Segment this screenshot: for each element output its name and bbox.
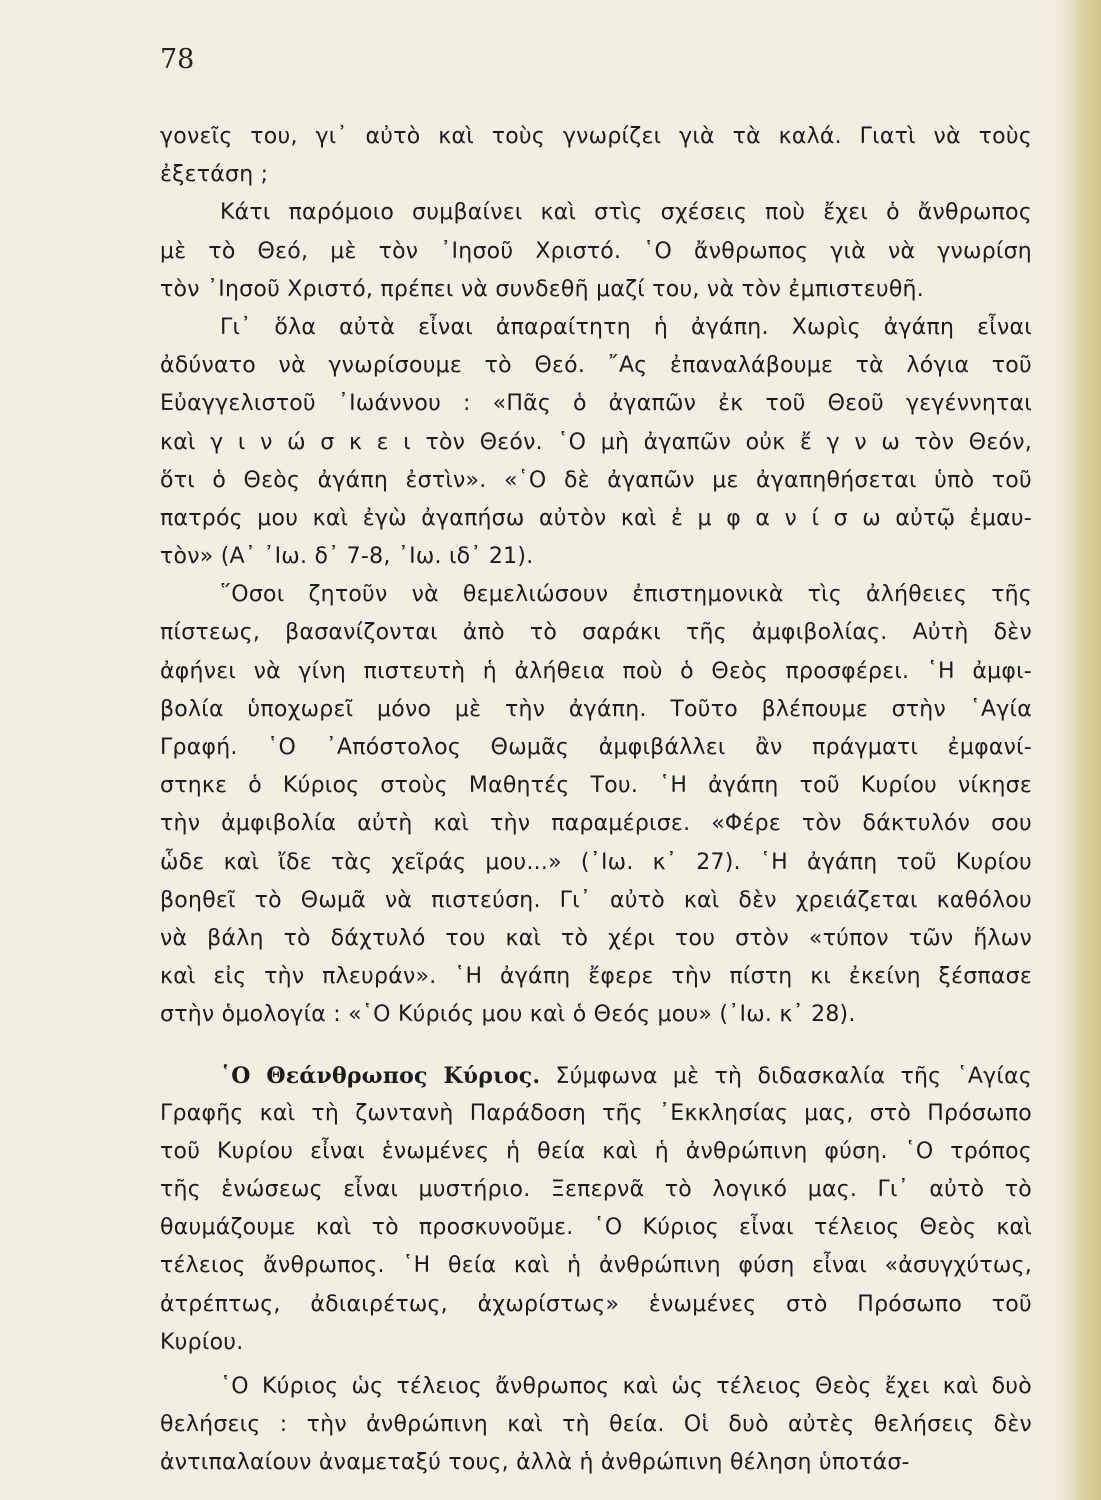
text-line: βολία ὑποχωρεῖ μόνο μὲ τὴν ἀγάπη. Τοῦτο βλέπουμε στὴν ῾Αγία xyxy=(160,696,1032,722)
section-first-line: Σύμφωνα μὲ τὴ διδασκαλία τῆς ῾Αγίας xyxy=(555,1063,1033,1089)
paragraph-3 xyxy=(160,309,1032,576)
text-line: τοῦ Κυρίου εἶναι ἑνωμένες ἡ θεία καὶ ἡ ἀνθρώπινη φύση. ῾Ο τρόπος xyxy=(160,1138,1032,1164)
text-line: Γραφή. ῾Ο ᾽Απόστολος Θωμᾶς ἀμφιβάλλει ἂν πράγματι ἐμφανί- xyxy=(160,735,1032,760)
text-line: ἀφήνει νὰ γίνη πιστευτὴ ἡ ἀλήθεια ποὺ ὁ Θεὸς προσφέρει. ῾Η ἀμφι- xyxy=(160,658,1032,684)
section-gap xyxy=(160,1035,1032,1057)
text-line: ῾Ο Κύριος ὡς τέλειος ἄνθρωπος καὶ ὡς τέλειος Θεὸς ἔχει καὶ δυὸ xyxy=(220,1374,1032,1399)
text-line: τὸν» (Α᾽ ᾽Ιω. δ᾽ 7-8, ᾽Ιω. ιδ᾽ 21). xyxy=(160,544,534,570)
text-line: ῞Οσοι ζητοῦν νὰ θεμελιώσουν ἐπιστημονικὰ τὶς ἀλήθειες τῆς xyxy=(220,582,1032,608)
text-line: ἀδύνατο νὰ γνωρίσουμε τὸ Θεό. ῎Ας ἐπαναλάβουμε τὰ λόγια τοῦ xyxy=(160,353,1032,379)
text-line: θαυμάζουμε καὶ τὸ προσκυνοῦμε. ῾Ο Κύριος εἶναι τέλειος Θεὸς καὶ xyxy=(160,1215,1032,1241)
text-line: Γραφῆς καὶ τὴ ζωντανὴ Παράδοση τῆς ᾽Εκκλησίας μας, στὸ Πρόσωπο xyxy=(160,1100,1032,1126)
text-line: ὅτι ὁ Θεὸς ἀγάπη ἐστὶν». «῾Ο δὲ ἀγαπῶν με ἀγαπηθήσεται ὑπὸ τοῦ xyxy=(160,467,1032,493)
section-title: ῾Ο Θεάνθρωπος Κύριος. xyxy=(220,1062,541,1089)
text-line: καὶ εἰς τὴν πλευράν». ῾Η ἀγάπη ἔφερε τὴν πίστη κι ἐκείνη ξέσπασε xyxy=(160,964,1032,990)
page-number: 78 xyxy=(160,44,195,75)
text-line: μὲ τὸ Θεό, μὲ τὸν ᾽Ιησοῦ Χριστό. ῾Ο ἄνθρωπος γιὰ νὰ γνωρίση xyxy=(160,238,1032,264)
text-line: στηκε ὁ Κύριος στοὺς Μαθητές Του. ῾Η ἀγάπη τοῦ Κυρίου νίκησε xyxy=(160,773,1032,799)
text-line: Εὐαγγελιστοῦ ᾽Ιωάννου : «Πᾶς ὁ ἀγαπῶν ἐκ τοῦ Θεοῦ γεγέννηται xyxy=(160,391,1032,417)
body-text xyxy=(160,118,1032,1483)
text-line: βοηθεῖ τὸ Θωμᾶ νὰ πιστεύση. Γι᾽ αὐτὸ καὶ δὲν χρειάζεται καθόλου xyxy=(160,887,1032,913)
text-line: νὰ βάλη τὸ δάχτυλό του καὶ τὸ χέρι του στὸν «τύπον τῶν ἥλων xyxy=(160,925,1032,951)
text-line: ὧδε καὶ ἴδε τὰς χεῖράς μου...» (᾽Ιω. κ᾽ 27). ῾Η ἀγάπη τοῦ Κυρίου xyxy=(160,849,1032,875)
text-line: τέλειος ἄνθρωπος. ῾Η θεία καὶ ἡ ἀνθρώπινη φύση εἶναι «ἀσυγχύτως, xyxy=(160,1253,1032,1279)
text-line: ἀντιπαλαίουν ἀναμεταξύ τους, ἀλλὰ ἡ ἀνθρώπινη θέληση ὑποτάσ- xyxy=(160,1450,910,1476)
text-line: τῆς ἑνώσεως εἶναι μυστήριο. Ξεπερνᾶ τὸ λογικό μας. Γι᾽ αὐτὸ τὸ xyxy=(160,1177,1032,1203)
text-line: τὸν ᾽Ιησοῦ Χριστό, πρέπει νὰ συνδεθῆ μαζί του, νὰ τὸν ἐμπιστευθῆ. xyxy=(160,276,924,302)
text-line xyxy=(160,1057,1032,1095)
text-line: Κυρίου. xyxy=(160,1329,244,1355)
paragraph-2 xyxy=(160,194,1032,309)
text-line: θελήσεις : τὴν ἀνθρώπινη καὶ τὴ θεία. Οἱ δυὸ αὐτὲς θελήσεις δὲν xyxy=(160,1412,1032,1438)
text-line: πίστεως, βασανίζονται ἀπὸ τὸ σαράκι τῆς ἀμφιβολίας. Αὐτὴ δὲν xyxy=(160,620,1032,646)
text-line: τὴν ἀμφιβολία αὐτὴ καὶ τὴν παραμέρισε. «Φέρε τὸν δάκτυλόν σου xyxy=(160,811,1032,837)
text-line: στὴν ὁμολογία : «῾Ο Κύριός μου καὶ ὁ Θεός μου» (᾽Ιω. κ᾽ 28). xyxy=(160,1002,856,1028)
paragraph-6 xyxy=(160,1368,1032,1483)
paragraph-1 xyxy=(160,118,1032,194)
text-line: γονεῖς του, γι᾽ αὐτὸ καὶ τοὺς γνωρίζει γιὰ τὰ καλά. Γιατὶ νὰ τοὺς xyxy=(160,124,1032,149)
text-line: πατρός μου καὶ ἐγὼ ἀγαπήσω αὐτὸν καὶ ἐ μ φ α ν ί σ ω αὐτῷ ἐμαυ- xyxy=(160,505,1032,531)
text-line: ἀτρέπτως, ἀδιαιρέτως, ἀχωρίστως» ἑνωμένες στὸ Πρόσωπο τοῦ xyxy=(160,1291,1032,1317)
text-line: Κάτι παρόμοιο συμβαίνει καὶ στὶς σχέσεις ποὺ ἔχει ὁ ἄνθρωπος xyxy=(220,200,1032,226)
text-line: καὶ γ ι ν ώ σ κ ε ι τὸν Θεόν. ῾Ο μὴ ἀγαπῶν οὐκ ἔ γ ν ω τὸν Θεόν, xyxy=(160,429,1032,455)
text-line: ἐξετάση ; xyxy=(160,162,269,188)
paragraph-4 xyxy=(160,576,1032,1034)
text-line: Γι᾽ ὅλα αὐτὰ εἶναι ἀπαραίτητη ἡ ἀγάπη. Χωρὶς ἀγάπη εἶναι xyxy=(220,314,1032,340)
page-edge-shadow xyxy=(1053,0,1101,1500)
section-paragraph xyxy=(160,1057,1032,1363)
